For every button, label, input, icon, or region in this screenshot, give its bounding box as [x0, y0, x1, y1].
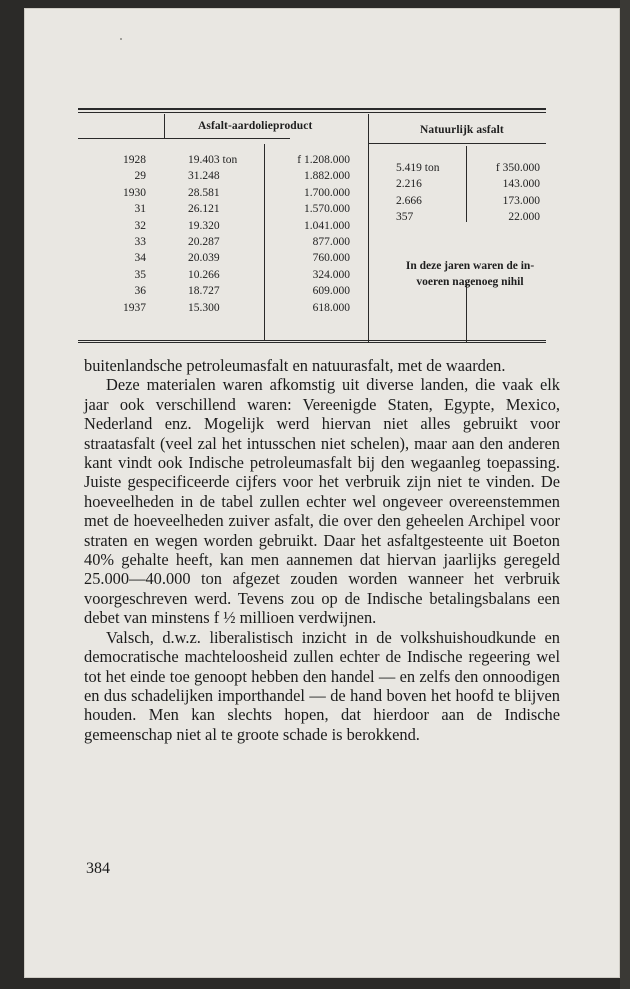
- year-cell: 1930: [123, 186, 146, 199]
- year-cell: 29: [134, 170, 146, 183]
- natural-values-column: [473, 160, 540, 226]
- table-bottom-rule-2: [78, 342, 546, 343]
- product-tons-cell: 10.266: [188, 268, 220, 281]
- natural-note: [378, 258, 562, 290]
- paper-speck: [120, 38, 122, 40]
- column-divider-natural-lower: [466, 282, 467, 342]
- product-tons-cell: 28.581: [188, 186, 220, 199]
- paragraph: Deze materialen waren afkomstig uit diverse landen, die vaak elk jaar ook verschillend waren: Vereenigde Staten, Egypte, Mexico, Nederland enz. Mogelijk werd hiervan niet alles gebruikt voor straatasfalt (veel zal het intusschen niet schelen), maar aan den anderen kant vindt ook Indische petroleumasfalt bij den wegaanleg toepassing. Juiste gespecificeerde cijfers voor het verbruik zijn niet te vinden. De hoeveelheden in de tabel zullen echter wel ongeveer overeenstemmen met de hoeveelheden zuiver asfalt, die over den geheelen Archipel voor straten en wegen worden gebruikt. Daar het asfaltgesteente uit Boeton 40% gehalte heeft, kan men aannemen dat hiervan jaarlijks geregeld 25.000—40.000 ton afgezet zouden worden wanneer het verbruik voorgeschreven werd. Tevens zou op de Indische betalingsbalans een debet van minstens f ½ millioen verdwijnen.: [84, 375, 560, 628]
- product-value-cell: 877.000: [312, 236, 350, 249]
- product-value-cell: f 1.208.000: [297, 154, 350, 166]
- year-cell: 1937: [123, 301, 146, 314]
- page-number: 384: [86, 860, 110, 877]
- product-value-cell: 609.000: [312, 285, 350, 298]
- natural-tons-cell: 2.666: [396, 194, 422, 207]
- product-value-cell: 760.000: [312, 252, 350, 265]
- scan-edge: [620, 0, 630, 989]
- product-tons-cell: 18.727: [188, 285, 220, 298]
- natural-note-line2: voeren nagenoeg nihil: [416, 276, 524, 288]
- product-tons-cell: 19.320: [188, 219, 220, 232]
- product-value-cell: 1.570.000: [304, 203, 350, 216]
- year-cell: 33: [134, 236, 146, 249]
- year-cell: 34: [134, 252, 146, 265]
- header-divider-middle: [368, 114, 369, 342]
- product-value-cell: 618.000: [312, 301, 350, 314]
- natural-note-line1: In deze jaren waren de in-: [405, 260, 535, 272]
- year-cell: 35: [134, 268, 146, 281]
- header-natural: Natuurlijk asfalt: [420, 124, 504, 136]
- body-text: [84, 356, 560, 744]
- natural-value-cell: 22.000: [508, 211, 540, 224]
- year-cell: 32: [134, 219, 146, 232]
- product-value-cell: 1.041.000: [304, 219, 350, 232]
- table-bottom-rule: [78, 340, 546, 341]
- asphalt-table: [78, 100, 546, 342]
- natural-tons-column: [396, 160, 466, 226]
- product-tons-cell: 20.287: [188, 236, 220, 249]
- table-top-rule-thin: [78, 112, 546, 113]
- column-divider-natural: [466, 146, 467, 222]
- year-cell: 36: [134, 285, 146, 298]
- product-values-column: [268, 152, 350, 316]
- years-column: [98, 152, 146, 316]
- header-product: Asfalt-aardolieproduct: [198, 120, 313, 132]
- natural-tons-cell: 357: [396, 211, 414, 224]
- product-tons-cell: 31.248: [188, 170, 220, 183]
- year-cell: 31: [134, 203, 146, 216]
- natural-value-cell: 143.000: [502, 178, 540, 191]
- header-divider-left: [164, 114, 165, 138]
- product-tons-cell: 15.300: [188, 301, 220, 314]
- natural-tons-cell: 2.216: [396, 178, 422, 191]
- product-tons-column: [188, 152, 268, 316]
- product-value-cell: 1.882.000: [304, 170, 350, 183]
- product-tons-cell: 19.403 ton: [188, 154, 238, 166]
- product-value-cell: 324.000: [312, 268, 350, 281]
- natural-value-cell: f 350.000: [495, 162, 540, 174]
- paragraph: Valsch, d.w.z. liberalistisch inzicht in de volkshuishoudkunde en democratische machteloosheid zullen echter de Indische regeering wel tot het einde toe genoopt hebben den handel — en zelfs den onnoodigen en dus schadelijken importhandel — de hand boven het hoofd te blijven houden. Men kan slechts hopen, dat hierdoor aan de Indische gemeenschap niet al te groote schade is berokkend.: [84, 627, 560, 744]
- product-tons-cell: 26.121: [188, 203, 220, 216]
- paragraph: buitenlandsche petroleumasfalt en natuurasfalt, met de waarden.: [84, 356, 506, 375]
- year-cell: 1928: [123, 154, 146, 166]
- natural-tons-cell: 5.419 ton: [396, 162, 440, 174]
- header-underline-left: [78, 138, 290, 139]
- natural-value-cell: 173.000: [502, 194, 540, 207]
- header-underline-right: [368, 143, 546, 144]
- product-value-cell: 1.700.000: [304, 186, 350, 199]
- table-top-rule: [78, 108, 546, 110]
- product-tons-cell: 20.039: [188, 252, 220, 265]
